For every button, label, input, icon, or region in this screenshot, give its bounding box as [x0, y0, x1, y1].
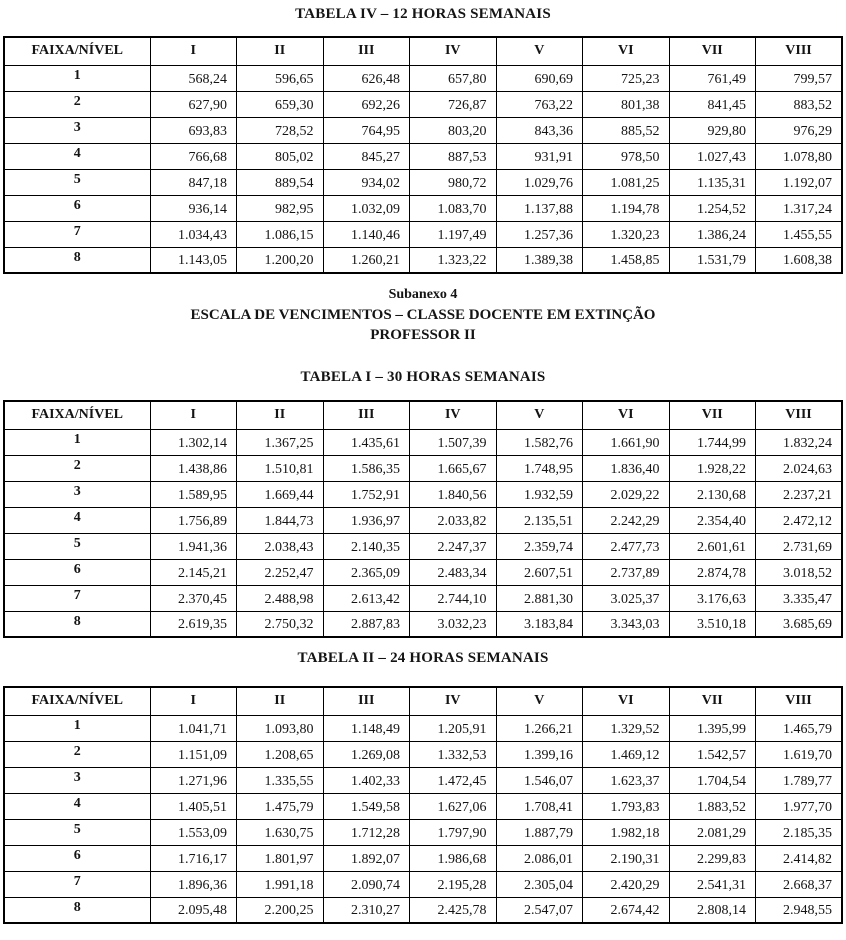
escala-heading: ESCALA DE VENCIMENTOS – CLASSE DOCENTE EM EXTINÇÃO	[190, 307, 656, 323]
salary-value: 2.242,29	[583, 507, 670, 533]
salary-value: 3.018,52	[756, 559, 843, 585]
salary-value: 883,52	[756, 91, 843, 117]
table-row	[4, 819, 842, 845]
row-label: 7	[4, 221, 150, 247]
salary-value: 1.832,24	[756, 429, 843, 455]
column-header: III	[323, 687, 410, 715]
salary-value: 1.665,67	[410, 455, 497, 481]
row-label: 3	[4, 767, 150, 793]
salary-value: 843,36	[496, 117, 583, 143]
salary-value: 1.630,75	[237, 819, 324, 845]
column-header: IV	[410, 687, 497, 715]
salary-value: 1.367,25	[237, 429, 324, 455]
salary-value: 2.305,04	[496, 871, 583, 897]
column-header: V	[496, 401, 583, 429]
salary-value: 2.737,89	[583, 559, 670, 585]
salary-value: 2.887,83	[323, 611, 410, 637]
salary-value: 1.197,49	[410, 221, 497, 247]
salary-value: 1.151,09	[150, 741, 237, 767]
row-label: 6	[4, 845, 150, 871]
salary-value: 2.190,31	[583, 845, 670, 871]
column-header: VIII	[756, 401, 843, 429]
salary-value: 1.135,31	[669, 169, 756, 195]
table-ii-24-horas	[3, 686, 843, 924]
salary-value: 1.405,51	[150, 793, 237, 819]
salary-value: 1.137,88	[496, 195, 583, 221]
salary-value: 1.148,49	[323, 715, 410, 741]
salary-value: 1.083,70	[410, 195, 497, 221]
salary-value: 2.252,47	[237, 559, 324, 585]
salary-value: 1.510,81	[237, 455, 324, 481]
salary-value: 1.840,56	[410, 481, 497, 507]
salary-value: 1.586,35	[323, 455, 410, 481]
salary-value: 982,95	[237, 195, 324, 221]
salary-value: 980,72	[410, 169, 497, 195]
salary-value: 627,90	[150, 91, 237, 117]
salary-value: 1.896,36	[150, 871, 237, 897]
salary-value: 1.335,55	[237, 767, 324, 793]
salary-value: 1.836,40	[583, 455, 670, 481]
row-label: 5	[4, 169, 150, 195]
salary-value: 568,24	[150, 65, 237, 91]
salary-value: 1.041,71	[150, 715, 237, 741]
table-row	[4, 429, 842, 455]
row-label: 8	[4, 897, 150, 923]
table-row	[4, 221, 842, 247]
column-header: V	[496, 687, 583, 715]
salary-value: 2.081,29	[669, 819, 756, 845]
salary-value: 1.531,79	[669, 247, 756, 273]
salary-value: 2.029,22	[583, 481, 670, 507]
row-label: 3	[4, 481, 150, 507]
salary-value: 2.881,30	[496, 585, 583, 611]
row-label: 6	[4, 559, 150, 585]
salary-value: 1.302,14	[150, 429, 237, 455]
salary-value: 2.750,32	[237, 611, 324, 637]
salary-value: 1.844,73	[237, 507, 324, 533]
salary-value: 2.195,28	[410, 871, 497, 897]
salary-value: 1.475,79	[237, 793, 324, 819]
salary-value: 1.455,55	[756, 221, 843, 247]
salary-value: 1.553,09	[150, 819, 237, 845]
table-row	[4, 143, 842, 169]
column-header: VIII	[756, 687, 843, 715]
row-label: 4	[4, 793, 150, 819]
salary-value: 841,45	[669, 91, 756, 117]
salary-value: 2.425,78	[410, 897, 497, 923]
row-label: 2	[4, 455, 150, 481]
salary-value: 1.205,91	[410, 715, 497, 741]
salary-value: 2.200,25	[237, 897, 324, 923]
salary-value: 1.589,95	[150, 481, 237, 507]
salary-value: 1.032,09	[323, 195, 410, 221]
salary-value: 2.744,10	[410, 585, 497, 611]
salary-value: 805,02	[237, 143, 324, 169]
salary-value: 1.317,24	[756, 195, 843, 221]
table-row	[4, 195, 842, 221]
salary-value: 1.320,23	[583, 221, 670, 247]
salary-value: 1.708,41	[496, 793, 583, 819]
column-header: VI	[583, 37, 670, 65]
salary-value: 2.130,68	[669, 481, 756, 507]
salary-value: 803,20	[410, 117, 497, 143]
table-iv-title: TABELA IV – 12 HORAS SEMANAIS	[295, 6, 551, 22]
column-header: VII	[669, 687, 756, 715]
column-header: III	[323, 401, 410, 429]
row-label: 1	[4, 65, 150, 91]
salary-value: 1.507,39	[410, 429, 497, 455]
salary-value: 1.200,20	[237, 247, 324, 273]
salary-value: 2.420,29	[583, 871, 670, 897]
table-row	[4, 559, 842, 585]
salary-value: 1.627,06	[410, 793, 497, 819]
header-row	[4, 37, 842, 65]
salary-value: 693,83	[150, 117, 237, 143]
salary-value: 1.402,33	[323, 767, 410, 793]
salary-value: 1.716,17	[150, 845, 237, 871]
salary-value: 978,50	[583, 143, 670, 169]
salary-value: 1.266,21	[496, 715, 583, 741]
column-header: VI	[583, 401, 670, 429]
salary-value: 2.370,45	[150, 585, 237, 611]
column-header: II	[237, 37, 324, 65]
table-iv-12-horas	[3, 36, 843, 274]
column-header: II	[237, 401, 324, 429]
salary-value: 1.619,70	[756, 741, 843, 767]
table-row	[4, 65, 842, 91]
salary-value: 725,23	[583, 65, 670, 91]
row-label: 6	[4, 195, 150, 221]
salary-value: 934,02	[323, 169, 410, 195]
salary-value: 1.395,99	[669, 715, 756, 741]
table-row	[4, 767, 842, 793]
salary-value: 1.752,91	[323, 481, 410, 507]
column-header: VI	[583, 687, 670, 715]
salary-value: 1.389,38	[496, 247, 583, 273]
salary-value: 1.936,97	[323, 507, 410, 533]
table-row	[4, 715, 842, 741]
salary-value: 1.789,77	[756, 767, 843, 793]
salary-value: 761,49	[669, 65, 756, 91]
row-label: 2	[4, 91, 150, 117]
salary-value: 1.458,85	[583, 247, 670, 273]
salary-value: 1.143,05	[150, 247, 237, 273]
table-ii-title: TABELA II – 24 HORAS SEMANAIS	[297, 650, 549, 666]
table-i-title: TABELA I – 30 HORAS SEMANAIS	[300, 369, 546, 385]
salary-value: 1.438,86	[150, 455, 237, 481]
salary-value: 1.756,89	[150, 507, 237, 533]
salary-value: 1.254,52	[669, 195, 756, 221]
salary-value: 1.883,52	[669, 793, 756, 819]
salary-value: 885,52	[583, 117, 670, 143]
salary-value: 1.712,28	[323, 819, 410, 845]
salary-value: 1.582,76	[496, 429, 583, 455]
table-row	[4, 507, 842, 533]
table-row	[4, 247, 842, 273]
salary-value: 2.310,27	[323, 897, 410, 923]
row-label: 7	[4, 585, 150, 611]
salary-value: 1.797,90	[410, 819, 497, 845]
salary-value: 2.247,37	[410, 533, 497, 559]
table-row	[4, 455, 842, 481]
salary-value: 2.095,48	[150, 897, 237, 923]
salary-value: 728,52	[237, 117, 324, 143]
salary-value: 692,26	[323, 91, 410, 117]
column-header: IV	[410, 401, 497, 429]
salary-value: 2.808,14	[669, 897, 756, 923]
salary-value: 2.354,40	[669, 507, 756, 533]
salary-value: 3.685,69	[756, 611, 843, 637]
salary-value: 1.269,08	[323, 741, 410, 767]
salary-value: 2.619,35	[150, 611, 237, 637]
salary-value: 1.941,36	[150, 533, 237, 559]
salary-value: 1.323,22	[410, 247, 497, 273]
salary-value: 1.399,16	[496, 741, 583, 767]
salary-value: 1.140,46	[323, 221, 410, 247]
salary-value: 1.027,43	[669, 143, 756, 169]
salary-value: 1.332,53	[410, 741, 497, 767]
table-row	[4, 741, 842, 767]
salary-value: 2.414,82	[756, 845, 843, 871]
row-label: 8	[4, 247, 150, 273]
salary-value: 1.801,97	[237, 845, 324, 871]
salary-value: 931,91	[496, 143, 583, 169]
header-row	[4, 687, 842, 715]
salary-value: 1.093,80	[237, 715, 324, 741]
salary-value: 1.608,38	[756, 247, 843, 273]
row-label: 4	[4, 507, 150, 533]
row-label: 5	[4, 533, 150, 559]
table-row	[4, 117, 842, 143]
row-label: 5	[4, 819, 150, 845]
salary-value: 657,80	[410, 65, 497, 91]
salary-value: 1.887,79	[496, 819, 583, 845]
salary-value: 690,69	[496, 65, 583, 91]
column-header: FAIXA/NÍVEL	[4, 37, 150, 65]
salary-value: 2.140,35	[323, 533, 410, 559]
table-row	[4, 871, 842, 897]
salary-value: 1.078,80	[756, 143, 843, 169]
salary-value: 2.472,12	[756, 507, 843, 533]
salary-value: 1.192,07	[756, 169, 843, 195]
column-header: VII	[669, 401, 756, 429]
section-heading	[0, 285, 846, 345]
table-row	[4, 169, 842, 195]
column-header: FAIXA/NÍVEL	[4, 687, 150, 715]
row-label: 1	[4, 715, 150, 741]
salary-value: 1.793,83	[583, 793, 670, 819]
salary-value: 2.038,43	[237, 533, 324, 559]
salary-value: 1.194,78	[583, 195, 670, 221]
salary-value: 936,14	[150, 195, 237, 221]
table-row	[4, 91, 842, 117]
salary-value: 1.744,99	[669, 429, 756, 455]
header-row	[4, 401, 842, 429]
salary-value: 1.086,15	[237, 221, 324, 247]
salary-value: 2.547,07	[496, 897, 583, 923]
table-row	[4, 533, 842, 559]
salary-value: 3.335,47	[756, 585, 843, 611]
salary-value: 2.488,98	[237, 585, 324, 611]
table-row	[4, 897, 842, 923]
salary-value: 2.731,69	[756, 533, 843, 559]
salary-value: 1.932,59	[496, 481, 583, 507]
salary-value: 1.661,90	[583, 429, 670, 455]
salary-value: 1.081,25	[583, 169, 670, 195]
salary-value: 766,68	[150, 143, 237, 169]
salary-value: 889,54	[237, 169, 324, 195]
salary-value: 2.365,09	[323, 559, 410, 585]
salary-value: 659,30	[237, 91, 324, 117]
table-row	[4, 793, 842, 819]
row-label: 3	[4, 117, 150, 143]
salary-value: 1.542,57	[669, 741, 756, 767]
salary-value: 2.477,73	[583, 533, 670, 559]
column-header: I	[150, 37, 237, 65]
row-label: 8	[4, 611, 150, 637]
salary-value: 2.145,21	[150, 559, 237, 585]
salary-value: 2.668,37	[756, 871, 843, 897]
subanexo-heading: Subanexo 4	[388, 287, 458, 302]
salary-value: 3.343,03	[583, 611, 670, 637]
salary-value: 1.669,44	[237, 481, 324, 507]
salary-value: 2.948,55	[756, 897, 843, 923]
salary-value: 2.613,42	[323, 585, 410, 611]
salary-value: 1.546,07	[496, 767, 583, 793]
row-label: 4	[4, 143, 150, 169]
salary-value: 801,38	[583, 91, 670, 117]
salary-value: 2.874,78	[669, 559, 756, 585]
salary-value: 2.674,42	[583, 897, 670, 923]
column-header: I	[150, 401, 237, 429]
salary-value: 887,53	[410, 143, 497, 169]
salary-value: 847,18	[150, 169, 237, 195]
column-header: FAIXA/NÍVEL	[4, 401, 150, 429]
column-header: VIII	[756, 37, 843, 65]
salary-value: 1.034,43	[150, 221, 237, 247]
column-header: IV	[410, 37, 497, 65]
salary-value: 2.601,61	[669, 533, 756, 559]
salary-value: 1.465,79	[756, 715, 843, 741]
table-row	[4, 611, 842, 637]
row-label: 7	[4, 871, 150, 897]
table-row	[4, 585, 842, 611]
salary-value: 1.986,68	[410, 845, 497, 871]
salary-value: 1.549,58	[323, 793, 410, 819]
salary-value: 626,48	[323, 65, 410, 91]
salary-value: 1.977,70	[756, 793, 843, 819]
salary-value: 1.472,45	[410, 767, 497, 793]
column-header: III	[323, 37, 410, 65]
salary-value: 2.541,31	[669, 871, 756, 897]
salary-value: 3.032,23	[410, 611, 497, 637]
salary-value: 2.185,35	[756, 819, 843, 845]
salary-value: 2.086,01	[496, 845, 583, 871]
row-label: 1	[4, 429, 150, 455]
salary-value: 1.329,52	[583, 715, 670, 741]
salary-value: 3.510,18	[669, 611, 756, 637]
salary-value: 1.623,37	[583, 767, 670, 793]
salary-value: 929,80	[669, 117, 756, 143]
salary-value: 3.176,63	[669, 585, 756, 611]
salary-value: 1.029,76	[496, 169, 583, 195]
salary-value: 1.704,54	[669, 767, 756, 793]
salary-value: 2.299,83	[669, 845, 756, 871]
salary-value: 1.435,61	[323, 429, 410, 455]
salary-value: 3.025,37	[583, 585, 670, 611]
salary-value: 1.892,07	[323, 845, 410, 871]
salary-value: 1.982,18	[583, 819, 670, 845]
salary-value: 2.237,21	[756, 481, 843, 507]
professor-heading: PROFESSOR II	[370, 327, 476, 343]
salary-value: 2.607,51	[496, 559, 583, 585]
salary-value: 845,27	[323, 143, 410, 169]
salary-value: 1.271,96	[150, 767, 237, 793]
column-header: II	[237, 687, 324, 715]
salary-value: 1.257,36	[496, 221, 583, 247]
table-row	[4, 845, 842, 871]
column-header: I	[150, 687, 237, 715]
salary-value: 1.260,21	[323, 247, 410, 273]
column-header: VII	[669, 37, 756, 65]
salary-value: 2.090,74	[323, 871, 410, 897]
column-header: V	[496, 37, 583, 65]
salary-value: 763,22	[496, 91, 583, 117]
salary-value: 2.359,74	[496, 533, 583, 559]
table-i-30-horas	[3, 400, 843, 638]
salary-value: 1.928,22	[669, 455, 756, 481]
salary-value: 2.024,63	[756, 455, 843, 481]
salary-value: 1.208,65	[237, 741, 324, 767]
salary-value: 2.135,51	[496, 507, 583, 533]
salary-value: 799,57	[756, 65, 843, 91]
salary-value: 1.386,24	[669, 221, 756, 247]
salary-value: 1.748,95	[496, 455, 583, 481]
salary-value: 2.033,82	[410, 507, 497, 533]
salary-value: 976,29	[756, 117, 843, 143]
row-label: 2	[4, 741, 150, 767]
salary-value: 3.183,84	[496, 611, 583, 637]
salary-value: 764,95	[323, 117, 410, 143]
table-row	[4, 481, 842, 507]
salary-value: 1.469,12	[583, 741, 670, 767]
salary-value: 596,65	[237, 65, 324, 91]
salary-value: 2.483,34	[410, 559, 497, 585]
salary-value: 1.991,18	[237, 871, 324, 897]
salary-value: 726,87	[410, 91, 497, 117]
